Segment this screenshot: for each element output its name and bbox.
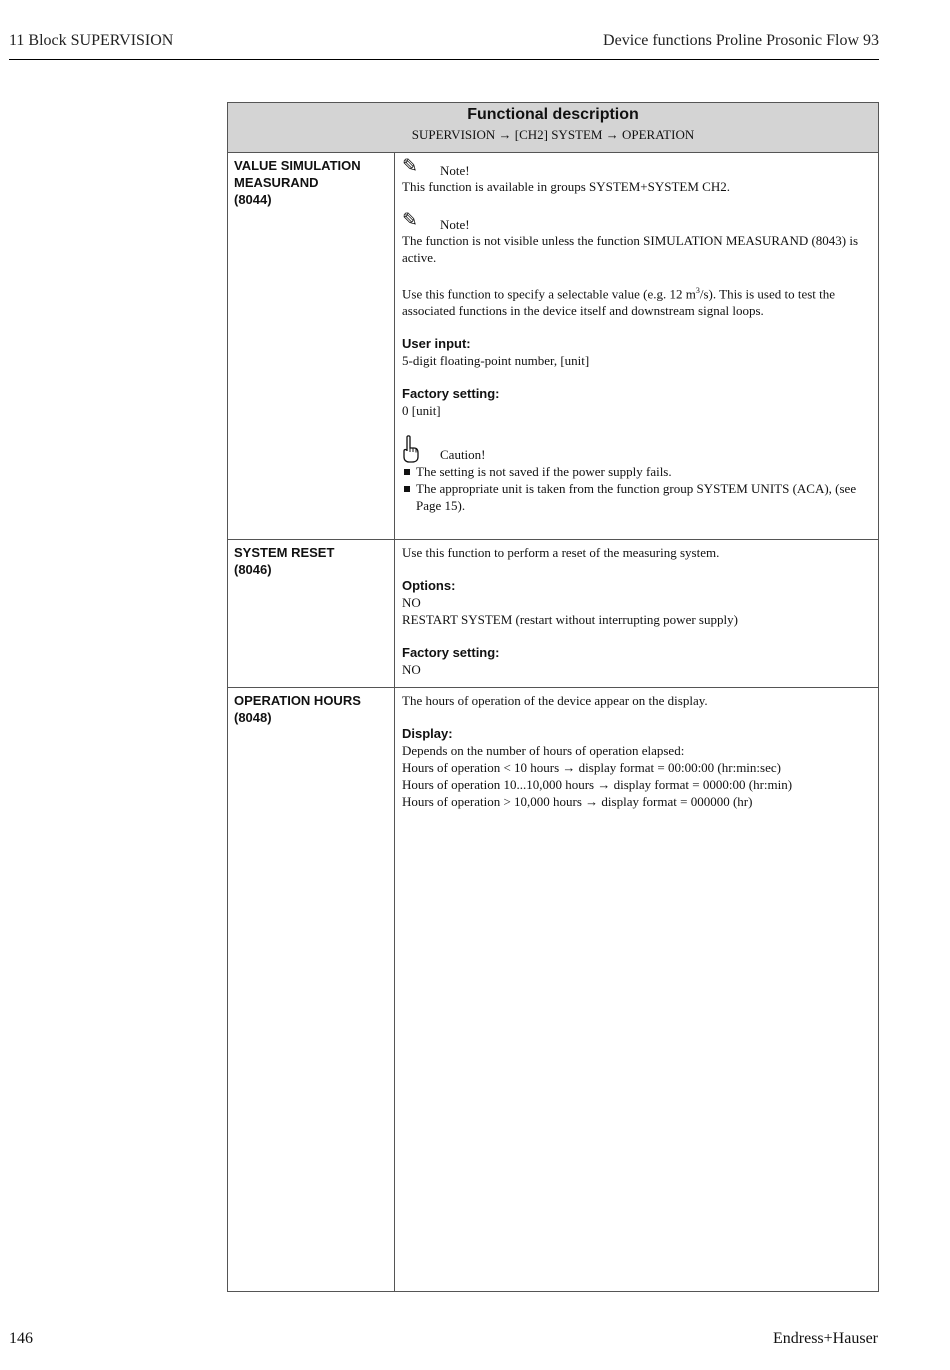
page-number: 146 — [9, 1330, 33, 1347]
caution-item: The appropriate unit is taken from the function group SYSTEM UNITS (ACA), (see Page 15). — [402, 480, 872, 514]
function-description-cell — [402, 544, 872, 678]
functional-description-table — [227, 102, 879, 1292]
page-header — [9, 30, 879, 60]
brand-name: Endress+Hauser — [773, 1330, 878, 1347]
function-name: VALUE SIMULATION — [234, 158, 361, 173]
description-text: The hours of operation of the device appear on the display. — [402, 693, 708, 708]
function-code: (8046) — [234, 562, 272, 577]
note-text: The function is not visible unless the function SIMULATION MEASURAND (8043) is active. — [402, 233, 859, 265]
display-intro: Depends on the number of hours of operation elapsed: — [402, 743, 685, 758]
function-name-cell — [228, 540, 395, 687]
description-text: Use this function to perform a reset of the measuring system. — [402, 545, 720, 560]
function-code: (8048) — [234, 710, 272, 725]
factory-setting-label: Factory setting: — [402, 386, 500, 402]
caution-heading: Caution! — [402, 435, 872, 463]
function-name-cell — [228, 153, 395, 539]
table-path: SUPERVISION → [CH2] SYSTEM → OPERATION — [411, 127, 695, 142]
table-row-system-reset — [228, 540, 878, 688]
display-format-line: Hours of operation < 10 hours → display format = 00:00:00 (hr:min:sec) — [402, 760, 781, 775]
function-name: SYSTEM RESET — [234, 545, 335, 560]
option-item: RESTART SYSTEM (restart without interrupting power supply) — [402, 612, 738, 627]
table-title: Functional description — [467, 106, 639, 123]
display-format-line: Hours of operation > 10,000 hours → display format = 000000 (hr) — [402, 794, 753, 809]
function-name: OPERATION HOURS — [234, 693, 361, 708]
display-format-line: Hours of operation 10...10,000 hours → display format = 0000:00 (hr:min) — [402, 777, 793, 792]
document-title: Device functions Proline Prosonic Flow 93 — [603, 32, 879, 49]
table-row-value-simulation — [228, 153, 878, 540]
section-title: 11 Block SUPERVISION — [9, 32, 174, 49]
pencil-icon: ✎ — [402, 156, 418, 177]
factory-setting-value: 0 [unit] — [402, 403, 441, 419]
description-text: Use this function to specify a selectable value (e.g. 12 $m^3/s$). This is used to test the associated functions in the device itself and downstream signal loops. — [402, 286, 836, 319]
function-code: (8044) — [234, 192, 272, 207]
caution-item: The setting is not saved if the power supply fails. — [402, 463, 872, 480]
function-description-cell — [402, 157, 872, 514]
pencil-icon: ✎ — [402, 210, 418, 231]
note-heading: ✎ Note! — [402, 210, 470, 232]
function-name: MEASURAND — [234, 175, 319, 190]
option-item: NO — [402, 595, 421, 610]
function-description-cell — [402, 692, 872, 810]
user-input-label: User input: — [402, 336, 471, 352]
table-row-operation-hours — [228, 688, 878, 1291]
user-input-value: 5-digit floating-point number, [unit] — [402, 353, 590, 369]
factory-setting-label: Factory setting: — [402, 645, 500, 660]
note-heading: ✎ Note! — [402, 156, 470, 178]
factory-setting-value: NO — [402, 662, 421, 677]
note-text: This function is available in groups SYSTEM+SYSTEM CH2. — [402, 179, 730, 194]
function-name-cell — [228, 688, 395, 1291]
options-label: Options: — [402, 578, 456, 593]
pointing-hand-icon — [402, 435, 420, 463]
display-label: Display: — [402, 726, 453, 741]
table-header — [228, 103, 878, 153]
